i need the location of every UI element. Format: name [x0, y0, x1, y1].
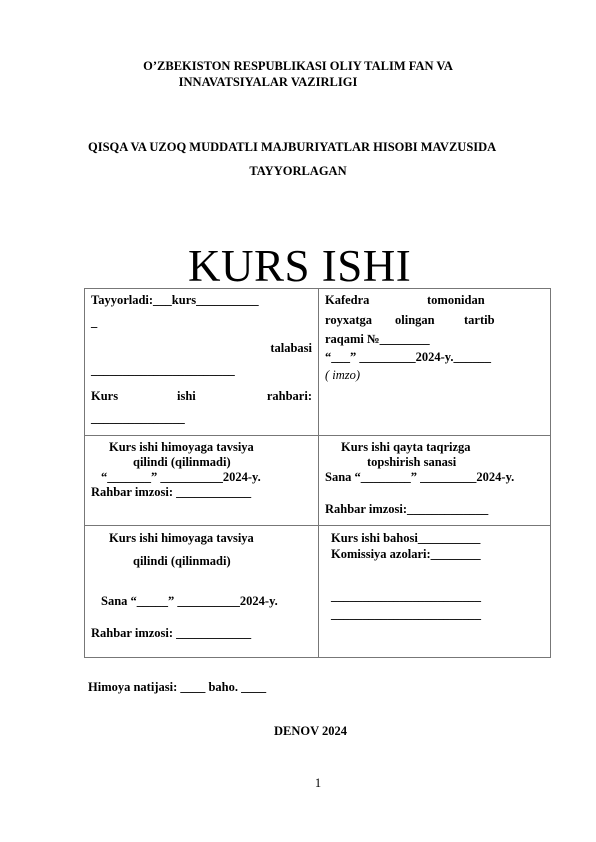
registry-number: raqami №________ [325, 332, 430, 346]
commission-blank-1: ________________________ [331, 589, 481, 603]
supervisor-word-3: rahbari: [266, 389, 312, 403]
ministry-line-1: O’ZBEKISTON RESPUBLIKASI OLIY TALIM FAN VA [143, 59, 453, 73]
prepared-by: Tayyorladi:___kurs__________ [91, 293, 259, 307]
commission-line: Komissiya azolari:________ [331, 547, 481, 561]
supervisor-word-1: Kurs [91, 389, 119, 403]
signature-note: ( imzo) [325, 368, 361, 382]
defense-signature: Rahbar imzosi: ____________ [91, 626, 252, 640]
place-year: DENOV 2024 [274, 724, 348, 738]
defense-date: Sana “_____” __________2024-y. [101, 594, 278, 608]
page-number: 1 [314, 776, 322, 790]
grade-line: Kurs ishi bahosi__________ [331, 531, 481, 545]
supervisor-word-2: ishi [177, 389, 196, 403]
supervisor-blank: _______________ [91, 411, 185, 425]
received-word: olingan [395, 313, 435, 327]
recommend-date: “_______” __________2024-y. [101, 470, 261, 484]
defense-line-1: Kurs ishi himoyaga tavsiya [109, 531, 254, 545]
student-label: talabasi [270, 341, 312, 355]
underscore-line: _ [91, 315, 98, 329]
resubmit-date: Sana “________” _________2024-y. [325, 470, 515, 484]
form-table [84, 288, 551, 658]
recommend-line-2: qilindi (qilinmadi) [133, 455, 231, 469]
registered-word: royxatga [325, 313, 372, 327]
cell-department [319, 289, 551, 436]
registry-date: “___” _________2024-y.______ [325, 350, 491, 364]
order-word: tartib [464, 313, 495, 327]
department-word-2: tomonidan [427, 293, 485, 307]
defense-result: Himoya natijasi: ____ baho. ____ [88, 680, 267, 694]
cell-resubmission [319, 436, 551, 526]
topic-line-1: QISQA VA UZOQ MUDDATLI MAJBURIYATLAR HISOBI MAVZUSIDA [88, 140, 497, 154]
department-word-1: Kafedra [325, 293, 370, 307]
cell-grade [319, 526, 551, 658]
ministry-line-2: INNAVATSIYALAR VAZIRLIGI [178, 75, 358, 89]
resubmit-signature: Rahbar imzosi:_____________ [325, 502, 489, 516]
document-title: KURS ISHI [188, 241, 412, 291]
resubmit-line-2: topshirish sanasi [367, 455, 457, 469]
resubmit-line-1: Kurs ishi qayta taqrizga [341, 440, 471, 454]
ministry-header [0, 58, 596, 90]
commission-blank-2: ________________________ [331, 607, 481, 621]
topic-line-2: TAYYORLAGAN [249, 164, 347, 178]
recommend-line-1: Kurs ishi himoyaga tavsiya [109, 440, 254, 454]
cell-preparer [85, 289, 319, 436]
cell-defense-date [85, 526, 319, 658]
supervisor-signature: Rahbar imzosi: ____________ [91, 485, 252, 499]
student-blank: _______________________ [91, 363, 235, 377]
cell-defense-recommendation [85, 436, 319, 526]
defense-line-2: qilindi (qilinmadi) [133, 554, 231, 568]
